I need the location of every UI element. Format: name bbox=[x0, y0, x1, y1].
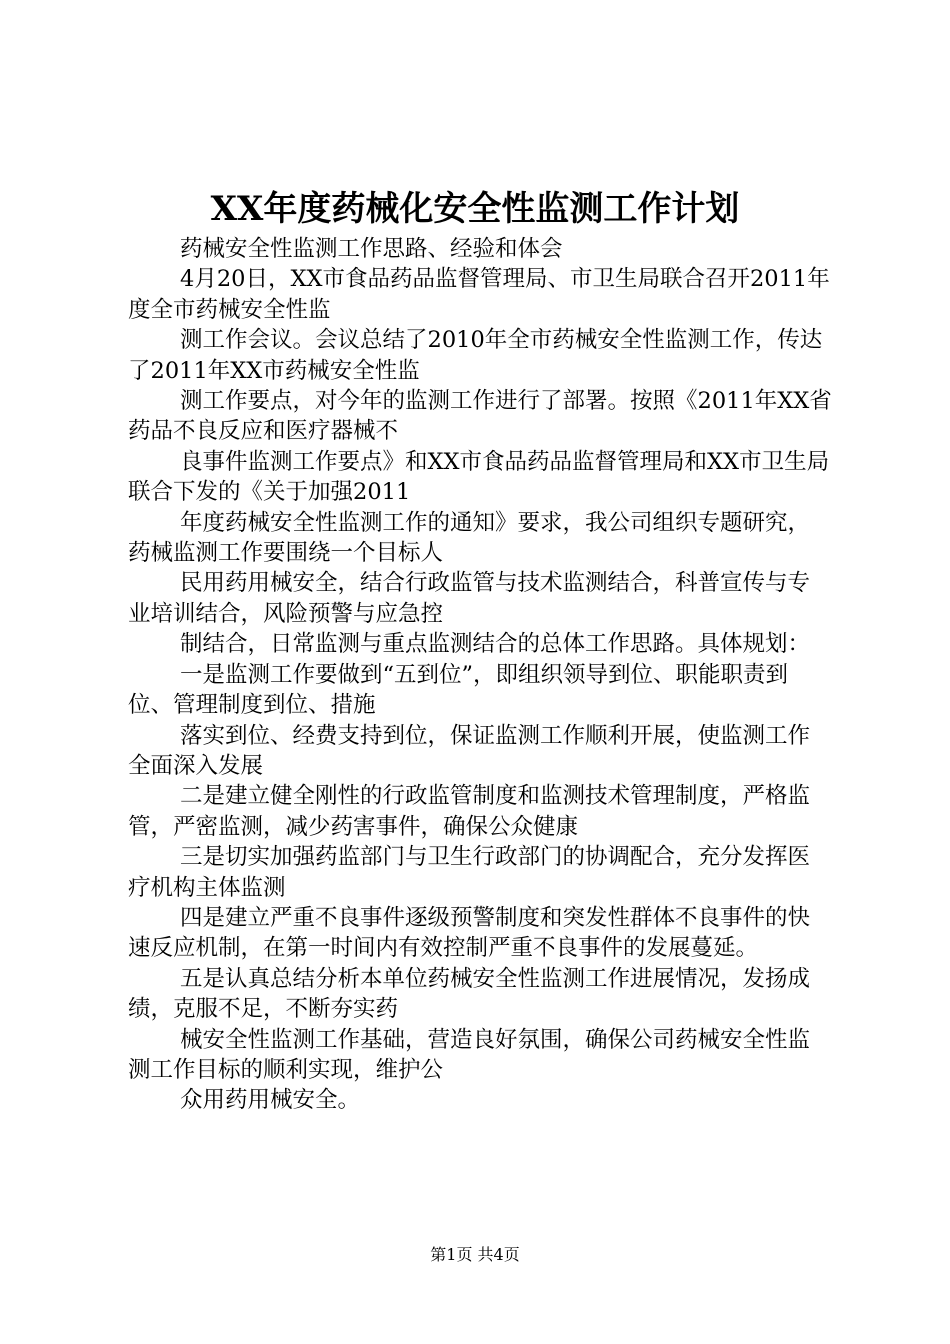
page-number-footer: 第1页 共4页 bbox=[430, 1245, 520, 1264]
paragraph: 测工作会议。会议总结了2010年全市药械安全性监测工作，传达了2011年XX市药械安全性监 bbox=[128, 327, 823, 384]
paragraph: 众用药用械安全。 bbox=[180, 1087, 361, 1114]
paragraph: 测工作要点，对今年的监测工作进行了部署。按照《2011年XX省药品不良反应和医疗器械不 bbox=[128, 388, 832, 445]
paragraph: 4月20日，XX市食品药品监督管理局、市卫生局联合召开2011年度全市药械安全性监 bbox=[128, 266, 830, 323]
document-body bbox=[128, 234, 832, 1116]
paragraph: 年度药械安全性监测工作的通知》要求，我公司组织专题研究，药械监测工作要围绕一个目标人 bbox=[128, 509, 811, 567]
document-title: XX年度药械化安全性监测工作计划 bbox=[210, 189, 740, 229]
paragraph: 民用药用械安全，结合行政监管与技术监测结合，科普宣传与专业培训结合，风险预警与应急控 bbox=[128, 570, 811, 627]
paragraph: 制结合，日常监测与重点监测结合的总体工作思路。具体规划： bbox=[180, 631, 811, 658]
paragraph: 二是建立健全刚性的行政监管制度和监测技术管理制度，严格监管，严密监测，减少药害事件，确保公众健康 bbox=[128, 783, 811, 840]
paragraph: 药械安全性监测工作思路、经验和体会 bbox=[180, 236, 563, 262]
paragraph: 三是切实加强药监部门与卫生行政部门的协调配合，充分发挥医疗机构主体监测 bbox=[128, 844, 811, 901]
paragraph: 一是监测工作要做到“五到位”，即组织领导到位、职能职责到位、管理制度到位、措施 bbox=[128, 661, 789, 719]
paragraph: 械安全性监测工作基础，营造良好氛围，确保公司药械安全性监测工作目标的顺利实现，维护公 bbox=[128, 1026, 811, 1083]
paragraph: 落实到位、经费支持到位，保证监测工作顺利开展，使监测工作全面深入发展 bbox=[128, 722, 811, 779]
paragraph: 良事件监测工作要点》和XX市食品药品监督管理局和XX市卫生局联合下发的《关于加强2011 bbox=[128, 448, 830, 506]
paragraph: 四是建立严重不良事件逐级预警制度和突发性群体不良事件的快速反应机制，在第一时间内有效控制严重不良事件的发展蔓延。 bbox=[128, 904, 811, 962]
paragraph: 五是认真总结分析本单位药械安全性监测工作进展情况，发扬成绩，克服不足，不断夯实药 bbox=[128, 965, 811, 1023]
